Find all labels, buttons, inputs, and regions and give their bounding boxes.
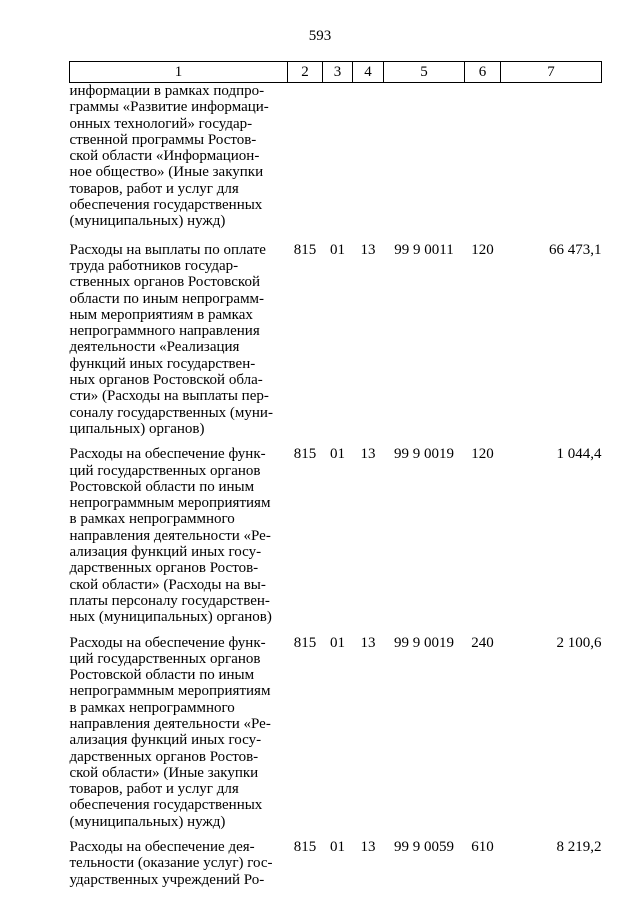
row-description (70, 635, 288, 840)
description-line: в рамках непрограммного (69, 511, 235, 528)
description-line: ализация функций иных госу- (69, 732, 262, 749)
description-line: тельности (оказание услуг) гос- (69, 855, 273, 872)
table-row (70, 635, 602, 840)
ministry-code: 815 (293, 241, 317, 258)
page-number: 593 (308, 28, 332, 44)
row-description (70, 446, 288, 634)
description-line: функций иных государствен- (69, 355, 256, 372)
description-line: ных органов Ростовской обла- (69, 372, 263, 389)
amount: 8 219,2 (556, 839, 602, 856)
description-line: товаров, работ и услуг для (69, 781, 239, 798)
column-header-3: 3 (323, 62, 353, 83)
description-line: сти» (Расходы на выплаты пер- (69, 388, 269, 405)
column-header-2: 2 (288, 62, 323, 83)
description-line: ализация функций иных госу- (69, 544, 262, 561)
description-line: дарственных органов Ростов- (69, 560, 259, 577)
table-row (70, 242, 602, 447)
ministry-code: 815 (293, 634, 317, 651)
ministry-code: 815 (293, 839, 317, 856)
expense-type-code: 610 (471, 839, 494, 856)
description-line: в рамках непрограммного (69, 699, 235, 716)
subsection-code: 13 (360, 839, 376, 856)
amount: 66 473,1 (549, 241, 602, 258)
description-line: ным мероприятиям в рамках (69, 306, 253, 323)
description-line: обеспечения государственных (69, 197, 263, 214)
target-article-code: 99 9 0059 (394, 839, 454, 856)
description-line: направления деятельности «Ре- (69, 715, 271, 732)
description-line: соналу государственных (муни- (69, 404, 273, 421)
amount: 2 100,6 (556, 634, 602, 651)
description-line: ций государственных органов (69, 462, 261, 479)
column-header-row (70, 62, 602, 83)
target-article-code (384, 83, 465, 242)
description-line: ций государственных органов (69, 650, 261, 667)
ministry-code (288, 83, 323, 242)
amount: 1 044,4 (556, 446, 602, 463)
description-line: Расходы на обеспечение функ- (69, 446, 266, 463)
subsection-code (353, 83, 384, 242)
description-line: Расходы на обеспечение дея- (69, 839, 255, 856)
row-description (70, 83, 288, 242)
description-line: ской области» (Иные закупки (69, 764, 259, 781)
description-line: труда работников государ- (69, 257, 239, 274)
target-article-code: 99 9 0019 (394, 634, 454, 651)
target-article-code: 99 9 0011 (394, 241, 454, 258)
description-line: ской области» (Расходы на вы- (69, 576, 266, 593)
expense-type-code: 120 (471, 241, 494, 258)
table-row (70, 446, 602, 634)
subsection-code: 13 (360, 241, 376, 258)
description-line: непрограммного направления (69, 323, 260, 340)
description-line: Расходы на обеспечение функ- (69, 634, 266, 651)
description-line: Расходы на выплаты по оплате (69, 241, 266, 258)
description-line: (муниципальных) нужд) (69, 213, 226, 230)
section-code (323, 83, 353, 242)
description-line: ударственных учреждений Ро- (69, 871, 265, 888)
description-line: товаров, работ и услуг для (69, 180, 239, 197)
column-header-6: 6 (465, 62, 501, 83)
description-line: области по иным непрограмм- (69, 290, 265, 307)
description-line: обеспечения государственных (69, 797, 263, 814)
expense-type-code: 120 (471, 446, 494, 463)
target-article-code: 99 9 0019 (394, 446, 454, 463)
table-row (70, 83, 602, 242)
row-description (70, 242, 288, 447)
description-line: ных (муниципальных) органов) (69, 609, 272, 626)
ministry-code: 815 (293, 446, 317, 463)
description-line: Ростовской области по иным (69, 478, 255, 495)
section-code: 01 (330, 446, 345, 463)
description-line: ципальных) органов) (69, 420, 205, 437)
table-row (70, 839, 602, 897)
budget-table (69, 61, 602, 897)
column-header-5: 5 (384, 62, 465, 83)
expense-type-code: 240 (471, 634, 494, 651)
description-line: (муниципальных) нужд) (69, 813, 226, 830)
expense-type-code (465, 83, 501, 242)
section-code: 01 (330, 241, 345, 258)
table-body (70, 83, 602, 897)
amount (501, 83, 602, 242)
description-line: направления деятельности «Ре- (69, 527, 271, 544)
description-line: платы персоналу государствен- (69, 592, 270, 609)
column-header-1: 1 (70, 62, 288, 83)
subsection-code: 13 (360, 446, 376, 463)
description-line: Ростовской области по иным (69, 667, 255, 684)
description-line: ственных органов Ростовской (69, 274, 260, 291)
description-line: непрограммным мероприятиям (69, 683, 271, 700)
description-line: информации в рамках подпро- (69, 83, 265, 99)
column-header-4: 4 (353, 62, 384, 83)
section-code: 01 (330, 634, 345, 651)
description-line: ное общество» (Иные закупки (69, 164, 264, 181)
column-header-7: 7 (501, 62, 602, 83)
description-line: ственной программы Ростов- (69, 131, 257, 148)
description-line: деятельности «Реализация (69, 339, 240, 356)
description-line: граммы «Развитие информаци- (69, 99, 269, 116)
description-line: ской области «Информацион- (69, 148, 260, 165)
row-description (70, 839, 288, 897)
subsection-code: 13 (360, 634, 376, 651)
description-line: онных технологий» государ- (69, 115, 253, 132)
description-line: дарственных органов Ростов- (69, 748, 259, 765)
description-line: непрограммным мероприятиям (69, 495, 271, 512)
section-code: 01 (330, 839, 345, 856)
